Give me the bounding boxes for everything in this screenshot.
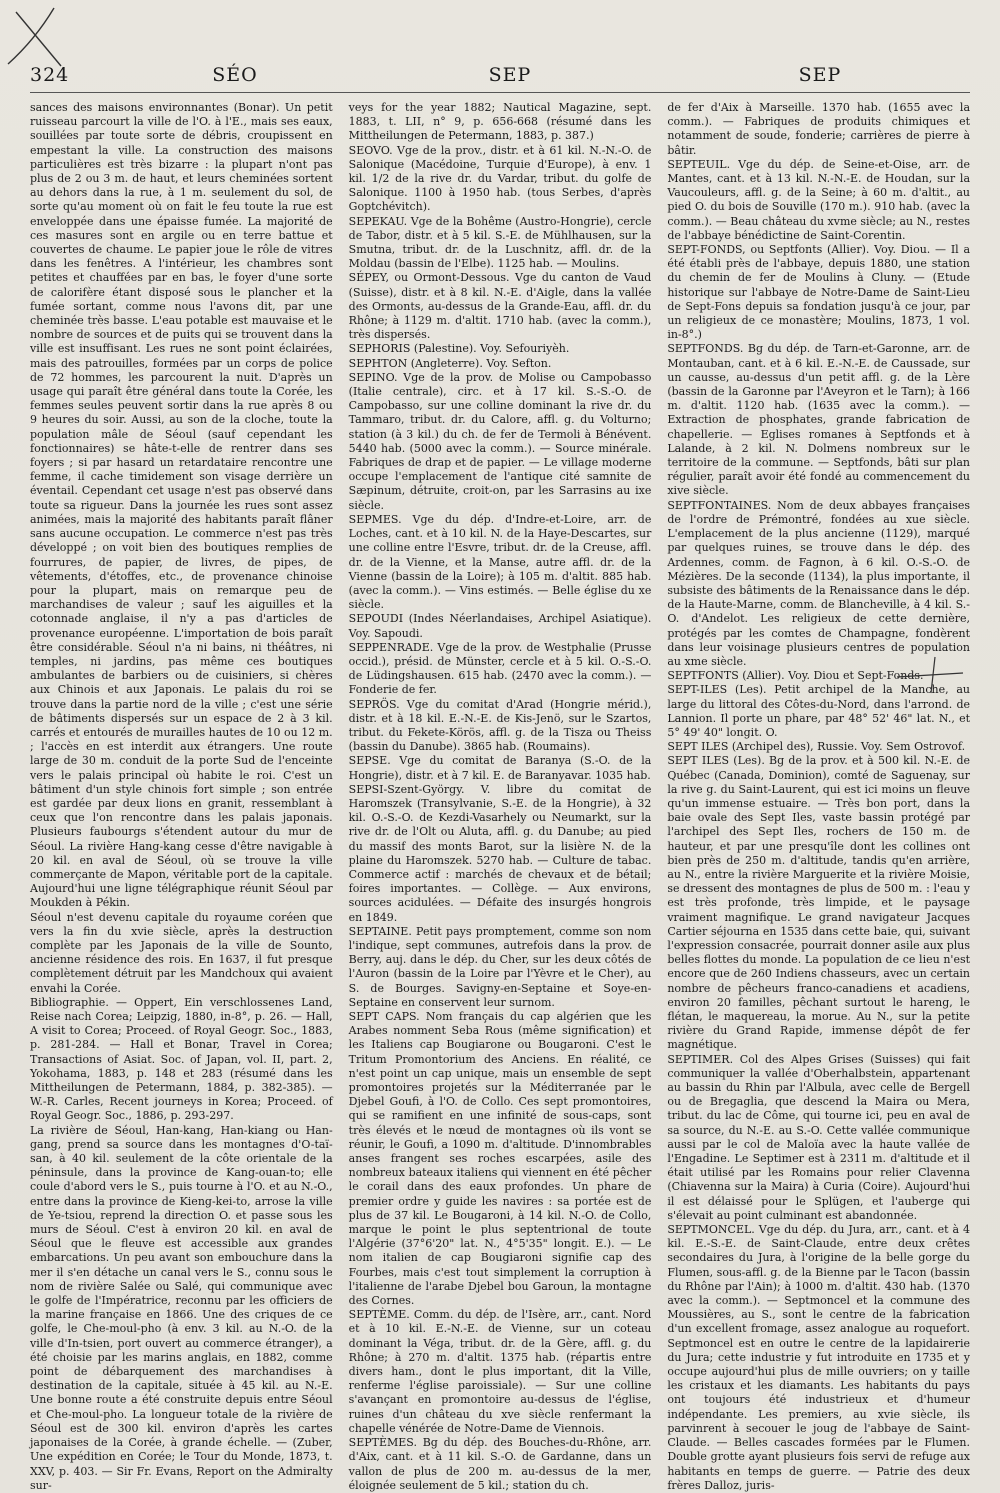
handwritten-margin-mark (895, 655, 965, 695)
running-header (30, 64, 970, 93)
col2-paragraph: SEPTAINE. Petit pays promptement, comme son nom l'indique, sept communes, autrefois dans la prov. de Berry, auj. dans le dép. du Cher, sur les deux côtés de l'Auron (bassin de la Loire par l'Yèvre et le Cher), au S. de Bourges. Savigny-en-Septaine et Soye-en-Septaine en conservent leur surnom. (348, 924, 652, 1009)
col2-paragraph: SEPPENRADE. Vge de la prov. de Westphalie (Prusse occid.), présid. de Münster, cercle et à 5 kil. O.-S.-O. de Lüdingshausen. 615 hab. (2470 avec la comm.). — Fonderie de fer. (348, 640, 652, 697)
col2-paragraph: SEPRÖS. Vge du comitat d'Arad (Hongrie mérid.), distr. et à 18 kil. E.-N.-E. de Kis-Jenö, sur le Szartos, tribut. du Fekete-Körös, affl. g. de la Tisza ou Theiss (bassin du Danube). 3865 hab. (Roumains). (348, 697, 652, 754)
col2-paragraph: SEPSE. Vge du comitat de Baranya (S.-O. de la Hongrie), distr. et à 7 kil. E. de Baranyavar. 1035 hab. (348, 754, 652, 782)
col2-paragraph: SÉPEY, ou Ormont-Dessous. Vge du canton de Vaud (Suisse), distr. et à 8 kil. N.-E. d'Aigle, dans la vallée des Ormonts, au-dessus de la Grande-Eau, affl. dr. du Rhône; à 1129 m. d'altit. 1710 hab. (avec la comm.), très dispersés. (348, 271, 652, 342)
col2-paragraph: SEPHTON (Angleterre). Voy. Sefton. (348, 356, 552, 370)
col3-paragraph: SEPTFONTS (Allier). Voy. Diou et Sept-Fonds. (667, 669, 924, 683)
col2-paragraph: SEPEKAU. Vge de la Bohême (Austro-Hongrie), cercle de Tabor, distr. et à 5 kil. S.-E. de Mühlhausen, sur la Smutna, tribut. dr. de la Luschnitz, affl. dr. de la Moldau (bassin de l'Elbe). 1125 hab. — Moulins. (348, 214, 652, 271)
col2-paragraph: SEPSI-Szent-György. V. libre du comitat de Haromszek (Transylvanie, S.-E. de la Hongrie), à 32 kil. O.-S.-O. de Kezdi-Vasarhely ou Neumarkt, sur la rive dr. de l'Olt ou Aluta, affl. g. du Danube; au pied du massif des monts Barot, sur la lisière N. de la plaine du Haromszek. 5270 hab. — Culture de tabac. Commerce actif : marchés de chevaux et de bétail; foires importantes. — Collège. — Aux environs, sources acidulées. — Défaite des insurgés hongrois en 1849. (348, 782, 652, 924)
column-middle (348, 101, 652, 1492)
col1-paragraph: Bibliographie. — Oppert, Ein verschlossenes Land, Reise nach Corea; Leipzig, 1880, in-8°, p. 26. — Hall, A visit to Corea; Proceed. of Royal Geogr. Soc., 1883, p. 281-284. — Hall et Bonar, Travel in Corea; Transactions of Asiat. Soc. of Japan, vol. II, part. 2, Yokohama, 1883, p. 148 et 283 (résumé dans les Mittheilungen de Petermann, 1884, p. 382-385). — W.-R. Carles, Recent journeys in Korea; Proceed. of Royal Geogr. Soc., 1886, p. 293-297. (30, 995, 333, 1123)
col3-paragraph: SEPT ILES (Les). Bg de la prov. et à 500 kil. N.-E. de Québec (Canada, Dominion), comté de Saguenay, sur la rive g. du Saint-Laurent, qui est ici moins un fleuve qu'un immense estuaire. — Très bon port, dans la baie ovale des Sept Iles, vaste bassin protégé par l'archipel des Sept Iles, rochers de 150 m. de hauteur, et par une presqu'île dont les collines ont bien près de 250 m. d'altitude, tandis qu'en arrière, au N., entre la rivière Marguerite et la rivière Moisie, se dressent des montagnes de plus de 500 m. : l'eau y est très profonde, très limpide, et le paysage vraiment magnifique. Le grand navigateur Jacques Cartier séjourna en 1535 dans cette baie, qui, suivant l'expression consacrée, pourrait donner asile aux plus belles flottes du monde. La population de ce lieu n'est encore que de 260 Indiens chasseurs, avec un certain nombre de pêcheurs franco-canadiens et acadiens, environ 20 familles, pêchant surtout le hareng, le flétan, le maquereau, la morue. Au N., sur la petite rivière du Grand Rapide, immense dépôt de fer magnétique. (667, 754, 971, 1052)
col1-paragraph: sances des maisons environnantes (Bonar). Un petit ruisseau parcourt la ville de l'O. à l'E., mais ses eaux, souillées par toute sorte de débris, croupissent en empestant la ville. La construction des maisons particulières est très bizarre : la plupart n'ont pas plus de 2 ou 3 m. de haut, et leurs cheminées sortent au dehors dans la rue, à 1 m. seulement du sol, de sorte qu'au moment où on fait le feu toute la rue est enveloppée dans une épaisse fumée. La majorité de ces masures sont en argile ou en terre battue et couvertes de chaume. Le papier joue le rôle de vitres dans les fenêtres. A l'intérieur, les chambres sont petites et chauffées par en bas, le foyer d'une sorte de calorifère étant disposé sous le plancher et la fumée sortant, comme nous l'avons dit, par une cheminée très basse. L'eau potable est mauvaise et le nombre de sources et de puits qui se trouvent dans la ville est insuffisant. Les rues ne sont point éclairées, mais des patrouilles, formées par un corps de police de 72 hommes, les parcourent la nuit. D'après un usage qui paraît être général dans toute la Corée, les femmes seules peuvent sortir dans la rue après 8 ou 9 heures du soir. Aussi, au son de la cloche, toute la population mâle de Séoul (sauf cependant les fonctionnaires) se hâte-t-elle de rentrer dans ses foyers ; si par hasard un retardataire rencontre une femme, il cache timidement son visage derrière un éventail. Cependant cet usage n'est pas observé dans toute sa rigueur. Dans la journée les rues sont assez animées, mais la majorité des habitants paraît flâner sans aucune occupation. Le commerce n'est pas très développé ; on voit bien des boutiques remplies de fourrures, de papier, de livres, de pipes, de vêtements, d'étoffes, etc., de provenance chinoise pour la plupart, mais on remarque peu de marchandises de valeur ; sauf les aiguilles et la cotonnade anglaise, il n'y a pas d'articles de provenance européenne. L'importation de bois paraît être considérable. Séoul n'a ni bains, ni théâtres, ni temples, ni jardins, pas même ces boutiques ambulantes de barbiers ou de cuisiniers, si chères aux Chinois et aux Japonais. Le palais du roi se trouve dans la partie nord de la ville ; c'est une série de bâtiments dispersés sur un espace de 2 à 3 kil. carrés et entourés de murailles hautes de 10 ou 12 m. ; l'accès en est interdit aux étrangers. Une route large de 30 m. conduit de la porte Sud de l'enceinte vers le palais principal où habite le roi. C'est un bâtiment d'un style chinois fort simple ; son entrée est gardée par deux lions en granit, ressemblant à ceux que l'on rencontre dans les palais japonais. Plusieurs faubourgs s'étendent autour du mur de Séoul. La rivière Hang-kang cesse d'être navigable à 20 kil. en aval de Séoul, où se trouve la ville commerçante de Mapon, véritable port de la capitale. Aujourd'hui une ligne télégraphique réunit Séoul par Moukden à Pékin. (30, 101, 333, 910)
column-left (30, 101, 333, 1492)
col1-paragraph: La rivière de Séoul, Han-kang, Han-kiang ou Han-gang, prend sa source dans les montagnes d'O-taï-san, à 40 kil. seulement de la côte orientale de la péninsule, dans la province de Kang-ouan-to; elle coule d'abord vers le S., puis tourne à l'O. et au N.-O., entre dans la province de Kieng-kei-to, arrose la ville de Ye-tsiou, reprend la direction O. et passe sous les murs de Séoul. C'est à environ 20 kil. en aval de Séoul que le fleuve est accessible aux grandes embarcations. Un peu avant son embouchure dans la mer il s'en détache un canal vers le S., connu sous le nom de rivière Salée ou Salé, qui communique avec le golfe de l'Impératrice, reconnu par les officiers de la marine française en 1866. Une des criques de ce golfe, le Che-moul-pho (à env. 3 kil. au N.-O. de la ville d'In-tsien, port ouvert au commerce étranger), a été choisie par les marins anglais, en 1882, comme point de débarquement des marchandises à destination de la capitale, située à 45 kil. au N.-E. Une bonne route a été construite depuis entre Séoul et Che-moul-pho. La longueur totale de la rivière de Séoul est de 300 kil. environ d'après les cartes japonaises de la Corée, à grande échelle. — (Zuber, Une expédition en Corée; le Tour du Monde, 1873, t. XXV, p. 403. — Sir Fr. Evans, Report on the Admiralty sur- (30, 1123, 333, 1492)
col2-paragraph: SEPOUDI (Indes Néerlandaises, Archipel Asiatique). Voy. Sapoudi. (348, 612, 652, 640)
col3-paragraph: SEPT ILES (Archipel des), Russie. Voy. Sem Ostrovof. (667, 740, 966, 754)
text-columns (30, 101, 971, 1492)
col2-paragraph: veys for the year 1882; Nautical Magazine, sept. 1883, t. LII, n° 9, p. 656-668 (résumé dans les Mittheilungen de Petermann, 1883, p. 387.) (348, 101, 652, 143)
page-number: 324 (30, 64, 70, 86)
col2-paragraph: SEPINO. Vge de la prov. de Molise ou Campobasso (Italie centrale), circ. et à 17 kil. S.-S.-O. de Campobasso, sur une colline dominant la rive dr. du Tammaro, tribut. dr. du Calore, affl. g. du Volturno; station (à 3 kil.) du ch. de fer de Termoli à Bénévent. 5440 hab. (5000 avec la comm.). — Source minérale. Fabriques de drap et de papier. — Le village moderne occupe l'emplacement de l'antique cité samnite de Sæpinum, détruite, croit-on, par les Sarrasins au ixe siècle. (348, 370, 652, 512)
left-running-head: SÉO (212, 64, 258, 86)
col3-paragraph: SEPT-ILES (Les). Petit archipel de la Manche, au large du littoral des Côtes-du-Nord, dans l'arrond. de Lannion. Il porte un phare, par 48° 52' 46" lat. N., et 5° 49' 40" longit. O. (667, 683, 971, 739)
col3-paragraph: SEPTFONTAINES. Nom de deux abbayes françaises de l'ordre de Prémontré, fondées au xue siècle. L'emplacement de la plus ancienne (1129), marqué par quelques ruines, se trouve dans le dép. des Ardennes, comm. de Fagnon, à 6 kil. O.-S.-O. de Mézières. De la seconde (1134), la plus importante, il subsiste des bâtiments de la Renaissance dans le dép. de la Haute-Marne, comm. de Blancheville, à 4 kil. S.-O. d'Andelot. Les religieux de cette dernière, protégés par les comtes de Champagne, fondèrent dans leur voisinage plusieurs centres de population au xme siècle. (667, 498, 971, 668)
col3-paragraph: de fer d'Aix à Marseille. 1370 hab. (1655 avec la comm.). — Fabriques de produits chimiques et notamment de soude, fonderie; carrières de pierre à bâtir. (667, 101, 971, 157)
col3-paragraph: SEPT-FONDS, ou Septfonts (Allier). Voy. Diou. — Il a été établi près de l'abbaye, depuis 1880, une station du chemin de fer de Moulins à Cluny. — (Etude historique sur l'abbaye de Notre-Dame de Saint-Lieu de Sept-Fons depuis sa fondation jusqu'à ce jour, par un religieux de ce monastère; Moulins, 1873, 1 vol. in-8°.) (667, 243, 971, 342)
col2-paragraph: SEPT CAPS. Nom français du cap algérien que les Arabes nomment Seba Rous (même signification) et les Italiens cap Bougiarone ou Bougaroni. C'est le Tritum Promontorium des Anciens. En réalité, ce n'est point un cap unique, mais un ensemble de sept promontoires projetés sur la Méditerranée par le Djebel Goufi, à l'O. de Collo. Ces sept promontoires, qui se ramifient en une infinité de sous-caps, sont très élevés et le nœud de montagnes où ils vont se réunir, le Goufi, a 1090 m. d'altitude. D'innombrables anses frangent ses roches escarpées, asile des nombreux bateaux italiens qui viennent en été pêcher le corail dans des eaux profondes. Un phare de premier ordre y guide les navires : sa portée est de plus de 37 kil. Le Bougaroni, à 14 kil. N.-O. de Collo, marque le point le plus septentrional de toute l'Algérie (37°6'20" lat. N., 4°5'35" longit. E.). — Le nom italien de cap Bougiaroni signifie cap des Fourbes, mais c'est tout simplement la corruption à l'italienne de l'arabe Djebel bou Garoun, la montagne des Cornes. (348, 1010, 652, 1308)
col2-paragraph: SEPMES. Vge du dép. d'Indre-et-Loire, arr. de Loches, cant. et à 10 kil. N. de la Haye-Descartes, sur une colline entre l'Esvre, tribut. dr. de la Creuse, affl. dr. de la Vienne, et la Manse, autre affl. dr. de la Vienne (bassin de la Loire); à 105 m. d'altit. 885 hab. (avec la comm.). — Vins estimés. — Belle église du xe siècle. (348, 512, 652, 612)
col2-paragraph: SEPHORIS (Palestine). Voy. Sefouriyèh. (348, 342, 570, 356)
right-running-head: SEP (798, 64, 842, 86)
col2-paragraph: SEOVO. Vge de la prov., distr. et à 61 kil. N.-N.-O. de Salonique (Macédoine, Turquie d'Europe), à env. 1 kil. 1/2 de la rive dr. du Vardar, tribut. du golfe de Salonique. 1100 à 1950 hab. (tous Serbes, d'après Goptchévitch). (348, 143, 652, 214)
col2-paragraph: SEPTÈMES. Bg du dép. des Bouches-du-Rhône, arr. d'Aix, cant. et à 11 kil. S.-O. de Gardanne, dans un vallon de plus de 200 m. au-dessus de la mer, éloignée seulement de 5 kil.; station du ch. (348, 1436, 652, 1492)
col3-paragraph: SEPTFONDS. Bg du dép. de Tarn-et-Garonne, arr. de Montauban, cant. et à 6 kil. E.-N.-E. de Caussade, sur un causse, au-dessus d'un petit affl. g. de la Lère (bassin de la Garonne par l'Aveyron et le Tarn); à 166 m. d'altit. 1120 hab. (1635 avec la comm.). — Extraction de phosphates, grande fabrication de chapellerie. — Eglises romanes à Septfonds et à Lalande, à 2 kil. N. Dolmens nombreux sur le territoire de la commune. — Septfonds, bâti sur plan régulier, paraît avoir été fondé au commencement du xive siècle. (667, 342, 971, 498)
col3-paragraph: SEPTMONCEL. Vge du dép. du Jura, arr., cant. et à 4 kil. E.-S.-E. de Saint-Claude, entre deux crêtes secondaires du Jura, à l'origine de la belle gorge du Flumen, sous-affl. g. de la Bienne par le Tacon (bassin du Rhône par l'Ain); à 1000 m. d'altit. 430 hab. (1370 avec la comm.). — Septmoncel et la commune des Moussières, au S., sont le centre de la fabrication d'un excellent fromage, assez analogue au roquefort. Septmoncel est en outre le centre de la lapidairerie du Jura; cette industrie y fut introduite en 1735 et y occupe aujourd'hui plus de mille ouvriers; on y taille les cristaux et les diamants. Les habitants du pays ont toujours été industrieux et d'humeur indépendante. Les premiers, au xvie siècle, ils parvinrent à secouer le joug de l'abbaye de Saint-Claude. — Belles cascades formées par le Flumen. Double grotte ayant plusieurs fois servi de refuge aux habitants en temps de guerre. — Patrie des deux frères Dalloz, juris- (667, 1223, 971, 1492)
col1-paragraph: Séoul n'est devenu capitale du royaume coréen que vers la fin du xvie siècle, après la destruction complète par les Japonais de la ville de Sounto, ancienne résidence des rois. En 1637, il fut presque complètement détruit par les Mandchoux qui avaient envahi la Corée. (30, 910, 333, 995)
col3-paragraph: SEPTIMER. Col des Alpes Grises (Suisses) qui fait communiquer la vallée d'Oberhalbstein, appartenant au bassin du Rhin par l'Albula, avec celle de Bergell ou de Bregaglia, que descend la Maira ou Mera, tribut. du lac de Côme, qui tourne ici, peu en aval de sa source, du N.-E. au S.-O. Cette vallée communique aussi par le col de Maloïa avec la haute vallée de l'Engadine. Le Septimer est à 2311 m. d'altitude et il était utilisé par les Romains pour relier Clavenna (Chiavenna sur la Maira) à Curia (Coire). Aujourd'hui il est délaissé pour le Splügen, et l'auberge qui s'élevait au point culminant est abandonnée. (667, 1052, 971, 1222)
handwritten-x-mark (6, 4, 76, 74)
column-right (667, 101, 971, 1492)
center-running-head: SEP (488, 64, 532, 86)
col3-paragraph: SEPTEUIL. Vge du dép. de Seine-et-Oise, arr. de Mantes, cant. et à 13 kil. N.-N.-E. de Houdan, sur la Vaucouleurs, affl. g. de la Seine; à 60 m. d'altit., au pied O. du bois de Souville (170 m.). 910 hab. (avec la comm.). — Beau château du xvme siècle; au N., restes de l'abbaye bénédictine de Saint-Corentin. (667, 157, 971, 242)
col2-paragraph: SEPTÈME. Comm. du dép. de l'Isère, arr., cant. Nord et à 10 kil. E.-N.-E. de Vienne, sur un coteau dominant la Véga, tribut. dr. de la Gère, affl. g. du Rhône; à 270 m. d'altit. 1375 hab. (répartis entre divers ham., dont le plus important, dit la Ville, renferme l'église paroissiale). — Sur une colline s'avançant en promontoire au-dessus de l'église, ruines d'un château du xve siècle renfermant la chapelle vénérée de Notre-Dame de Viennois. (348, 1308, 652, 1435)
